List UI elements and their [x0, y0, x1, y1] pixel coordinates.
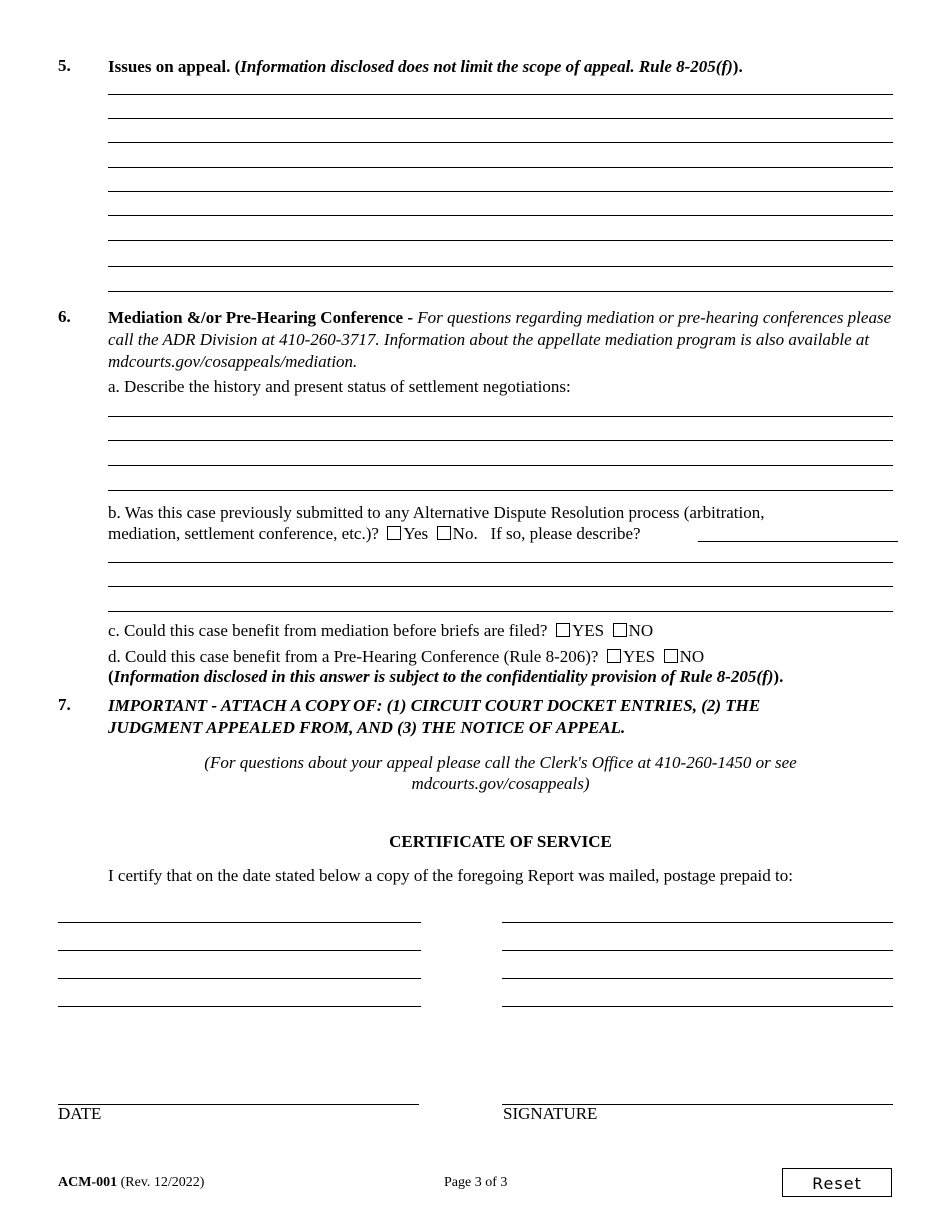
- adr-no-label: No.: [452, 524, 478, 543]
- section-6-note: For questions regarding mediation or pre-hearing conferences please call the ADR Division at 410-260-3717. Information about the appellate mediation program is also available at mdcourts.gov/cosappeals/mediation.: [108, 308, 892, 371]
- address-line: [502, 978, 893, 979]
- recipient-left-field[interactable]: [58, 910, 421, 1010]
- question-c: [108, 620, 653, 642]
- prehearing-yes-checkbox[interactable]: [607, 649, 621, 663]
- answer-line: [108, 440, 893, 441]
- confidentiality-note: [108, 666, 783, 688]
- answer-line: [108, 94, 893, 95]
- confidentiality-open: (: [108, 667, 114, 686]
- clerk-note-1: (For questions about your appeal please call the Clerk's Office at 410-260-1450 or see: [204, 753, 797, 772]
- address-line: [58, 950, 421, 951]
- answer-line: [108, 586, 893, 587]
- address-line: [58, 922, 421, 923]
- answer-line: [108, 611, 893, 612]
- section-5-close: ).: [732, 57, 743, 76]
- certificate-statement: I certify that on the date stated below a copy of the foregoing Report was mailed, postage prepaid to:: [108, 866, 793, 885]
- answer-line: [108, 240, 893, 241]
- mediation-yes-label: YES: [571, 621, 605, 640]
- confidentiality-close: ).: [773, 667, 784, 686]
- question-b-label-2: mediation, settlement conference, etc.)?: [108, 524, 379, 543]
- adr-describe-label: If so, please describe?: [490, 524, 641, 543]
- form-id: ACM-001: [58, 1175, 118, 1190]
- confidentiality-text: Information disclosed in this answer is subject to the confidentiality provision of Rule 8-205(f): [113, 667, 774, 686]
- prehearing-no-label: NO: [679, 647, 705, 666]
- answer-line: [108, 416, 893, 417]
- answer-line: [108, 118, 893, 119]
- adr-describe-inline-field[interactable]: [698, 541, 898, 542]
- clerk-note-2: mdcourts.gov/cosappeals): [411, 774, 590, 793]
- section-5-number: 5.: [58, 56, 71, 75]
- section-5-note: Information disclosed does not limit the scope of appeal. Rule 8-205(f): [240, 57, 733, 76]
- section-6-number: 6.: [58, 307, 71, 326]
- signature-label: SIGNATURE: [503, 1104, 598, 1123]
- prehearing-no-checkbox[interactable]: [664, 649, 678, 663]
- form-revision: (Rev. 12/2022): [120, 1175, 205, 1190]
- certificate-heading: CERTIFICATE OF SERVICE: [389, 832, 612, 851]
- answer-line: [108, 215, 893, 216]
- answer-line: [108, 167, 893, 168]
- question-b-line-2: [108, 523, 641, 545]
- form-identifier: [58, 1175, 204, 1191]
- answer-line: [108, 490, 893, 491]
- reset-button[interactable]: Reset: [782, 1168, 892, 1197]
- address-line: [502, 922, 893, 923]
- section-7-number: 7.: [58, 695, 71, 714]
- answer-line: [108, 465, 893, 466]
- address-line: [58, 978, 421, 979]
- answer-line: [108, 291, 893, 292]
- adr-yes-checkbox[interactable]: [387, 526, 401, 540]
- important-line-1: IMPORTANT - ATTACH A COPY OF: (1) CIRCUIT COURT DOCKET ENTRIES, (2) THE: [108, 696, 761, 715]
- question-b-label-1: b. Was this case previously submitted to any Alternative Dispute Resolution process (arbitration,: [108, 503, 765, 522]
- recipient-right-field[interactable]: [502, 910, 893, 1010]
- settlement-history-field[interactable]: [108, 400, 893, 492]
- question-a-label: a. Describe the history and present status of settlement negotiations:: [108, 377, 571, 396]
- answer-line: [108, 266, 893, 267]
- adr-yes-label: Yes: [403, 524, 429, 543]
- prehearing-yes-label: YES: [622, 647, 656, 666]
- address-line: [502, 950, 893, 951]
- address-line: [58, 1006, 421, 1007]
- answer-line: [108, 191, 893, 192]
- answer-line: [108, 142, 893, 143]
- page-number: Page 3 of 3: [444, 1175, 508, 1190]
- address-line: [502, 1006, 893, 1007]
- question-d: [108, 646, 704, 668]
- issues-on-appeal-field[interactable]: [108, 80, 893, 292]
- date-field[interactable]: [58, 1104, 419, 1105]
- mediation-no-checkbox[interactable]: [613, 623, 627, 637]
- important-line-2: JUDGMENT APPEALED FROM, AND (3) THE NOTICE OF APPEAL.: [108, 718, 626, 737]
- adr-no-checkbox[interactable]: [437, 526, 451, 540]
- date-label: DATE: [58, 1104, 102, 1123]
- section-5-heading: [108, 56, 743, 78]
- adr-description-field[interactable]: [108, 548, 893, 614]
- mediation-no-label: NO: [628, 621, 654, 640]
- section-6-title: Mediation &/or Pre-Hearing Conference -: [108, 308, 418, 327]
- section-6-heading: [108, 307, 898, 373]
- question-c-label: c. Could this case benefit from mediation before briefs are filed?: [108, 621, 548, 640]
- section-5-title: Issues on appeal. (: [108, 57, 241, 76]
- question-d-label: d. Could this case benefit from a Pre-Hearing Conference (Rule 8-206)?: [108, 647, 599, 666]
- mediation-yes-checkbox[interactable]: [556, 623, 570, 637]
- answer-line: [108, 562, 893, 563]
